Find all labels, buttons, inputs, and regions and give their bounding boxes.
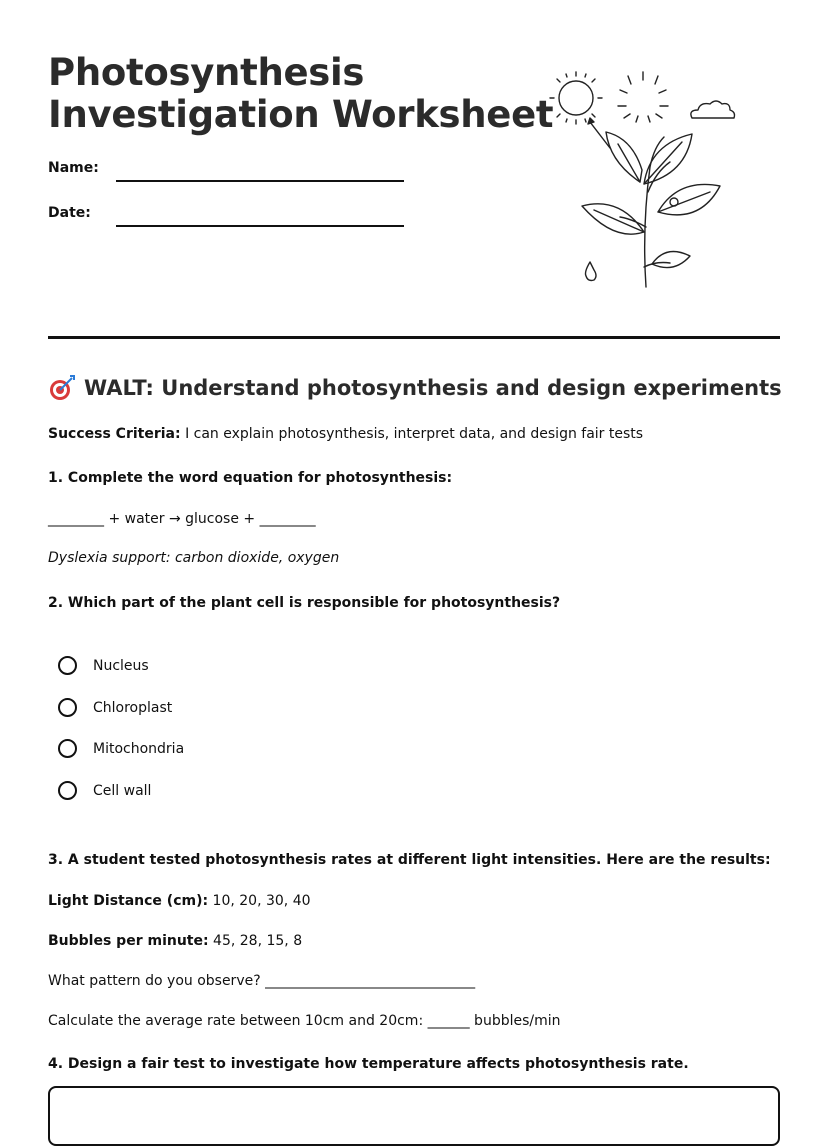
q3-light-distance	[48, 893, 311, 909]
success-criteria-text: I can explain photosynthesis, interpret data, and design fair tests	[185, 426, 644, 442]
light-distance-label: Light Distance (cm):	[48, 893, 209, 909]
title-line-2: Investigation Worksheet	[48, 93, 554, 136]
q2-option-mitochondria[interactable]	[58, 739, 184, 758]
bubbles-label: Bubbles per minute:	[48, 933, 209, 949]
date-label: Date:	[48, 205, 91, 221]
q1-dyslexia-support: Dyslexia support: carbon dioxide, oxygen	[48, 550, 340, 566]
q2-option-nucleus[interactable]	[58, 656, 149, 675]
q2-prompt: 2. Which part of the plant cell is responsible for photosynthesis?	[48, 595, 561, 611]
q2-option-cell-wall[interactable]	[58, 781, 151, 800]
title-line-1: Photosynthesis	[48, 51, 365, 94]
q3-prompt: 3. A student tested photosynthesis rates at different light intensities. Here are the results:	[48, 852, 771, 868]
q1-equation[interactable]: ________ + water → glucose + ________	[48, 511, 316, 527]
q3-average-prompt[interactable]: Calculate the average rate between 10cm and 20cm: ______ bubbles/min	[48, 1013, 561, 1029]
q2-option-chloroplast[interactable]	[58, 698, 172, 717]
radio-button[interactable]	[58, 781, 77, 800]
q3-bubbles	[48, 933, 302, 949]
q4-answer-box[interactable]	[48, 1086, 780, 1146]
plant-illustration	[540, 62, 750, 292]
bubbles-values: 45, 28, 15, 8	[213, 933, 303, 949]
q1-prompt: 1. Complete the word equation for photosynthesis:	[48, 470, 453, 486]
walt-heading	[48, 374, 782, 402]
worksheet-title	[48, 52, 553, 136]
q4-prompt: 4. Design a fair test to investigate how temperature affects photosynthesis rate.	[48, 1056, 689, 1072]
water-drop-icon	[586, 262, 597, 281]
sun-icon	[550, 72, 602, 124]
option-label: Nucleus	[93, 657, 149, 674]
q3-pattern-prompt[interactable]: What pattern do you observe? ______________________________	[48, 973, 476, 989]
option-label: Chloroplast	[93, 699, 173, 716]
target-icon	[48, 374, 76, 402]
walt-heading-text: WALT: Understand photosynthesis and design experiments	[84, 376, 782, 400]
option-label: Mitochondria	[93, 740, 185, 757]
name-label: Name:	[48, 160, 99, 176]
name-field[interactable]	[116, 180, 404, 182]
section-divider	[48, 336, 780, 339]
success-criteria	[48, 426, 643, 442]
radio-button[interactable]	[58, 656, 77, 675]
cloud-icon	[691, 101, 735, 118]
light-distance-values: 10, 20, 30, 40	[212, 893, 311, 909]
radio-button[interactable]	[58, 698, 77, 717]
option-label: Cell wall	[93, 782, 152, 799]
radio-button[interactable]	[58, 739, 77, 758]
success-criteria-label: Success Criteria:	[48, 426, 181, 442]
date-field[interactable]	[116, 225, 404, 227]
